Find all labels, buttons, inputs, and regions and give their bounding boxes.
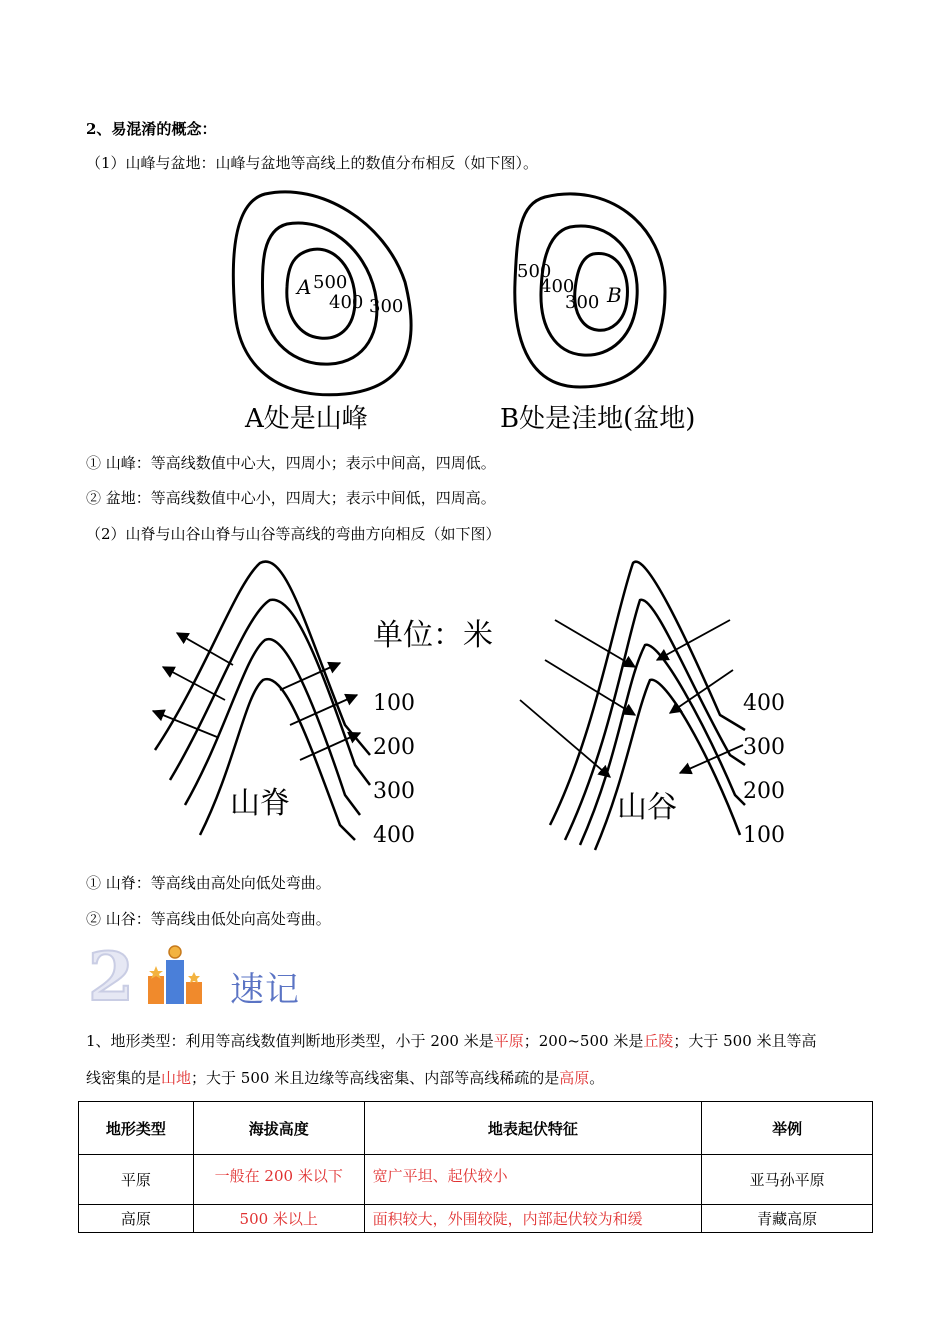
- peak-point-label: A: [297, 275, 312, 299]
- podium-icon: [148, 946, 202, 1004]
- cell-type: 高原: [79, 1205, 194, 1233]
- valley-caption: 山谷: [617, 790, 677, 825]
- basin-contours: [515, 194, 665, 387]
- terrain-table: [78, 1101, 873, 1233]
- ridge-label-400: 400: [373, 823, 415, 848]
- ridge-label-300: 300: [373, 779, 415, 804]
- peak-label-300: 300: [369, 296, 404, 317]
- valley-label-300: 300: [743, 735, 785, 760]
- table-header-row: [79, 1102, 873, 1155]
- basin-description: ② 盆地：等高线数值中心小，四周大；表示中间低，四周高。: [86, 489, 496, 507]
- valley-arrows: [520, 620, 743, 777]
- term-plain: 平原: [493, 1032, 524, 1050]
- cell-altitude: 一般在 200 米以下: [193, 1155, 364, 1205]
- line2-prefix: 线密集的是: [86, 1069, 162, 1087]
- peak-label-400: 400: [329, 292, 364, 313]
- term-plateau: 高原: [559, 1069, 590, 1087]
- peak-contours: [233, 192, 411, 395]
- peak-caption: A处是山峰: [245, 404, 368, 434]
- cell-example: 亚马孙平原: [702, 1155, 873, 1205]
- ridge-caption: 山脊: [230, 786, 290, 821]
- basin-label-400: 400: [540, 276, 575, 297]
- valley-label-100: 100: [743, 823, 785, 848]
- header-relief: 地表起伏特征: [364, 1102, 702, 1155]
- part1-intro: （1）山峰与盆地：山峰与盆地等高线上的数值分布相反（如下图）。: [86, 154, 539, 172]
- part2-intro: （2）山脊与山谷山脊与山谷等高线的弯曲方向相反（如下图）: [86, 525, 501, 543]
- line1-mid2: ；大于 500 米且等高: [673, 1032, 817, 1050]
- cell-relief: 面积较大，外围较陡，内部起伏较为和缓: [364, 1205, 702, 1233]
- table-row: [79, 1205, 873, 1233]
- line2-end: 。: [589, 1069, 605, 1087]
- line1-prefix: 1、地形类型：利用等高线数值判断地形类型，小于 200 米是: [86, 1032, 494, 1050]
- peak-basin-figure: [225, 182, 745, 437]
- cell-altitude: 500 米以上: [193, 1205, 364, 1233]
- cell-type: 平原: [79, 1155, 194, 1205]
- basin-label-300: 300: [565, 292, 600, 313]
- table-row: [79, 1155, 873, 1205]
- valley-description: ② 山谷：等高线由低处向高处弯曲。: [86, 910, 331, 928]
- ridge-label-100: 100: [373, 691, 415, 716]
- section-heading: 2、易混淆的概念：: [86, 120, 217, 138]
- peak-description: ① 山峰：等高线数值中心大，四周小；表示中间高，四周低。: [86, 454, 496, 472]
- header-altitude: 海拔高度: [193, 1102, 364, 1155]
- line2-mid3: ；大于 500 米且边缘等高线密集、内部等高线稀疏的是: [191, 1069, 560, 1087]
- ridge-valley-figure: [145, 555, 825, 855]
- basin-label-500: 500: [517, 261, 552, 282]
- ridge-description: ① 山脊：等高线由高处向低处弯曲。: [86, 874, 331, 892]
- cell-example: 青藏高原: [702, 1205, 873, 1233]
- quick-note-line-1: [86, 1030, 817, 1052]
- valley-label-400: 400: [743, 691, 785, 716]
- valley-label-200: 200: [743, 779, 785, 804]
- ridge-label-200: 200: [373, 735, 415, 760]
- quick-note-logo-char: 2: [88, 940, 134, 1008]
- term-mountain: 山地: [161, 1069, 192, 1087]
- header-example: 举例: [702, 1102, 873, 1155]
- peak-label-500: 500: [313, 272, 348, 293]
- unit-label: 单位：米: [373, 618, 493, 653]
- quick-note-title: 速记: [230, 970, 300, 1010]
- basin-point-label: B: [607, 283, 622, 307]
- cell-relief: 宽广平坦、起伏较小: [364, 1155, 702, 1205]
- term-hill: 丘陵: [643, 1032, 674, 1050]
- basin-caption: B处是洼地(盆地): [500, 404, 696, 434]
- header-type: 地形类型: [79, 1102, 194, 1155]
- quick-note-line-2: [86, 1067, 604, 1089]
- line1-mid1: ；200~500 米是: [523, 1032, 644, 1050]
